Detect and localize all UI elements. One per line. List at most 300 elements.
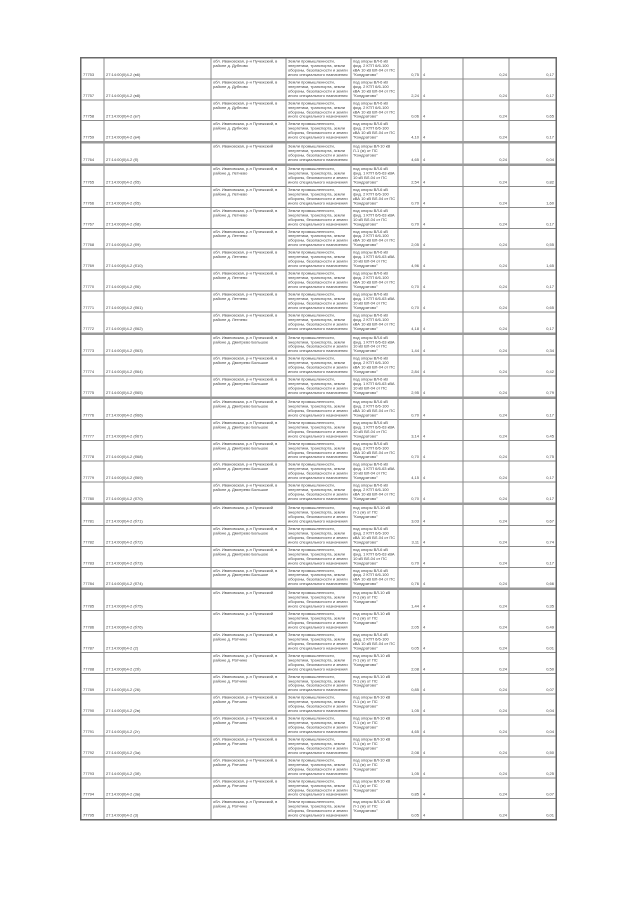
cell-cost-value: 0,04 (546, 157, 554, 163)
cell-location: обл. Ивановская, р-н Пучежский, в районе д. Дмитрево Большое (212, 568, 287, 588)
cell-code-value: 4 (422, 653, 464, 673)
cell-code-value: 4 (422, 377, 464, 397)
land-parcel-table (80, 57, 557, 821)
cell-location: обл. Ивановская, р-н Пучежский, в районе д. Летнево (212, 291, 287, 311)
cell-cost-value: 0,04 (546, 729, 554, 735)
cell-land-category: Земли промышленности, энергетики, транспорта, земли обороны, безопасности и земли иного специального назначения (287, 229, 352, 249)
cell-land-category: Земли промышленности, энергетики, транспорта, земли обороны, безопасности и земли иного специального назначения (287, 547, 352, 567)
cell-code-value: 4 (422, 59, 464, 79)
cell-area-value: 1,44 (399, 335, 422, 355)
cell-location: обл. Ивановская, р-н Пучежский, в районе д. Летнево (212, 250, 287, 270)
cell-area-value: 2,08 (399, 653, 422, 673)
cell-cadastral-number: 27:14:00(0)4-2 (в8) (105, 79, 212, 99)
cell-rate-value: 0,24 (464, 377, 510, 397)
cell-cost-value: 0,45 (546, 433, 554, 439)
table-row (82, 187, 556, 208)
cell-permitted-use: под опоры ВЛ-6 кВ фид. 2 КТП 6/6-100 кВА 10 кВ ВЛ-04 от ПС "Кондратово" (352, 483, 399, 503)
cell-row-id: 77785 (82, 590, 105, 610)
cell-rate-value: 0,24 (464, 166, 510, 186)
cell-land-category: Земли промышленности, энергетики, транспорта, земли обороны, безопасности и земли иного специального назначения (287, 674, 352, 694)
cell-permitted-use: под опоры ВЛ-10 кВ Л-1 (м) от ПС "Кондратово" (352, 695, 399, 715)
cell-cost-value: 0,07 (546, 792, 554, 797)
cell-code-value: 4 (422, 441, 464, 461)
cell-cadastral-number: 27:14:00(0)4-2 (26) (105, 674, 212, 694)
cell-rate-value: 0,24 (464, 79, 510, 99)
cell-row-id: 77794 (82, 778, 105, 798)
cell-rate-value: 0,24 (464, 250, 510, 270)
cell-permitted-use: под опоры ВЛ-6 кВ фид. 1 КТП 6/6-63 кВА 10 кВ ВЛ-04 от ПС "Кондратово" (352, 250, 399, 270)
table-row (82, 229, 556, 250)
table-row (82, 59, 556, 80)
cell-permitted-use: под опоры ВЛ-6 кВ фид. 2 КТП 6/6-100 кВА 10 кВ ВЛ-04 от ПС "Кондратово" (352, 229, 399, 249)
cell-permitted-use: под опоры ВЛ-6 кВ фид. 1 КТП 6/6-63 кВА 10 кВ ВЛ-04 от ПС "Кондратово" (352, 291, 399, 311)
cell-land-category: Земли промышленности, энергетики, транспорта, земли обороны, безопасности и земли иного специального назначения (287, 526, 352, 546)
cell-row-id: 77772 (82, 312, 105, 332)
cell-land-category: Земли промышленности, энергетики, транспорта, земли обороны, безопасности и земли иного специального назначения (287, 59, 352, 79)
cell-area-value: 0,70 (399, 271, 422, 291)
table-row (82, 778, 556, 799)
cell-cadastral-number: 27:14:00(0)4-2 (б66) (105, 399, 212, 419)
cell-rate-value: 0,24 (464, 674, 510, 694)
cell-permitted-use: под опоры ВЛ-6 кВ фид. 2 КТП 6/6-100 кВА 10 кВ ВЛ-04 от ПС "Кондратово" (352, 100, 399, 120)
cell-location: обл. Ивановская, р-н Пучежский, в районе д. Дмитрево Большое (212, 399, 287, 419)
cell-cost-value: 0,01 (546, 645, 554, 651)
cell-code-value: 4 (422, 399, 464, 419)
cell-cadastral-number: 27:14:00(0)4-2 (2) (105, 632, 212, 652)
cell-permitted-use: под опоры ВЛ-6 кВ фид. 2 КТП 6/6-100 кВА 10 кВ ВЛ-04 от ПС "Кондратово" (352, 121, 399, 141)
cell-land-category: Земли промышленности, энергетики, транспорта, земли обороны, безопасности и земли иного специального назначения (287, 611, 352, 631)
cell-land-category: Земли промышленности, энергетики, транспорта, земли обороны, безопасности и земли иного специального назначения (287, 653, 352, 673)
cell-code-value: 4 (422, 695, 464, 715)
table-row (82, 312, 556, 334)
cell-rate-value: 0,24 (464, 611, 510, 631)
cell-permitted-use: под опоры ВЛ-6 кВ фид. 1 КТП 6/6-63 кВА 10 кВ ВЛ-04 от ПС "Кондратово" (352, 420, 399, 440)
cell-permitted-use: под опоры ВЛ-6 кВ фид. 2 КТП 6/6-100 кВА 10 кВ ВЛ-04 от ПС "Кондратово" (352, 441, 399, 461)
cell-cadastral-number: 27:14:00(0)4-2 (3б) (105, 757, 212, 777)
table-row (82, 526, 556, 547)
cell-cadastral-number: 27:14:00(0)4-2 (б75) (105, 590, 212, 610)
cell-row-id: 77780 (82, 483, 105, 503)
table-row (82, 695, 556, 716)
cell-location: обл. Ивановская, р-н Пучежский, в районе д. Ратчино (212, 653, 287, 673)
cell-rate-value: 0,24 (464, 335, 510, 355)
cell-land-category: Земли промышленности, энергетики, транспорта, земли обороны, безопасности и земли иного специального назначения (287, 271, 352, 291)
cell-row-id: 77787 (82, 632, 105, 652)
cell-cost-value: 0,65 (546, 114, 554, 119)
cell-area-value: 0,70 (399, 547, 422, 567)
cell-location: обл. Ивановская, р-н Пучежский, в районе д. Ратчино (212, 737, 287, 757)
cell-permitted-use: под опоры ВЛ-6 кВ фид. 2 КТП 6/6-100 кВА 10 кВ ВЛ-04 от ПС "Кондратово" (352, 312, 399, 332)
cell-code-value: 4 (422, 356, 464, 376)
cell-cost-value: 0,49 (546, 624, 554, 630)
cell-area-value: 2,05 (399, 229, 422, 249)
cell-area-value: 0,70 (399, 483, 422, 503)
cell-location: обл. Ивановская, р-н Пучежский, в районе д. Дмитрево Большое (212, 526, 287, 546)
cell-cost-value: 0,17 (546, 135, 554, 140)
cell-permitted-use: под опоры ВЛ-10 кВ Л-1 (м) от ПС "Кондратово" (352, 653, 399, 673)
cell-cost-value: 1,60 (546, 200, 554, 206)
cell-code-value: 4 (422, 79, 464, 99)
cell-cost-value: 0,55 (546, 242, 554, 248)
table-row (82, 291, 556, 312)
cell-location: обл. Ивановская, р-н Пучежский, в районе д. Дмитрево Большое (212, 547, 287, 567)
cell-land-category: Земли промышленности, энергетики, транспорта, земли обороны, безопасности и земли иного специального назначения (287, 590, 352, 610)
cell-land-category: Земли промышленности, энергетики, транспорта, земли обороны, безопасности и земли иного специального назначения (287, 462, 352, 482)
cell-cadastral-number: 27:14:00(0)4-2 (б61) (105, 291, 212, 311)
cell-cadastral-number: 27:14:00(0)4-2 (2г) (105, 716, 212, 736)
cell-location: обл. Ивановская, р-н Пучежский, в районе д. Ратчино (212, 799, 287, 819)
cell-row-id: 77779 (82, 462, 105, 482)
cell-rate-value: 0,24 (464, 462, 510, 482)
cell-rate-value: 0,24 (464, 441, 510, 461)
cell-rate-value: 0,24 (464, 271, 510, 291)
cell-row-id: 77753 (82, 59, 105, 79)
cell-permitted-use: под опоры ВЛ-10 кВ Л-1 (м) от ПС "Кондратово" (352, 611, 399, 631)
cell-row-id: 77776 (82, 399, 105, 419)
cell-cadastral-number: 27:14:00(0)4-2 (б67) (105, 420, 212, 440)
table-row (82, 799, 556, 819)
cell-cost-value: 0,17 (546, 284, 554, 289)
cell-area-value: 0,70 (399, 441, 422, 461)
cell-permitted-use: под опоры ВЛ-6 кВ фид. 2 КТП 6/6-100 кВА 10 кВ ВЛ-04 от ПС "Кондратово" (352, 632, 399, 652)
cell-row-id: 77792 (82, 737, 105, 757)
cell-area-value: 1,05 (399, 757, 422, 777)
cell-code-value: 4 (422, 547, 464, 567)
cell-rate-value: 0,24 (464, 420, 510, 440)
cell-row-id: 77791 (82, 716, 105, 736)
cell-location: обл. Ивановская, р-н Пучежский, в районе д. Дубново (212, 100, 287, 120)
cell-cost-value: 0,01 (546, 813, 554, 818)
cell-rate-value: 0,24 (464, 208, 510, 228)
cell-cost-value: 0,79 (546, 390, 554, 396)
cell-cost-value: 0,04 (546, 708, 554, 714)
cell-code-value: 4 (422, 271, 464, 291)
cell-code-value: 4 (422, 187, 464, 207)
table-row (82, 653, 556, 674)
cell-permitted-use: под опоры ВЛ-10 кВ Л-1 (м) от ПС "Кондратово" (352, 757, 399, 777)
cell-cadastral-number: 27:14:00(0)4-2 (б) (105, 144, 212, 164)
cell-land-category: Земли промышленности, энергетики, транспорта, земли обороны, безопасности и земли иного специального назначения (287, 737, 352, 757)
cell-permitted-use: под опоры ВЛ-6 кВ фид. 2 КТП 6/6-100 кВА 10 кВ ВЛ-04 от ПС "Кондратово" (352, 526, 399, 546)
cell-row-id: 77777 (82, 420, 105, 440)
cell-cost-value: 0,34 (546, 348, 554, 354)
cell-cost-value: 0,50 (546, 666, 554, 672)
cell-permitted-use: под опоры ВЛ-6 кВ фид. 2 КТП 6/6-100 кВА 10 кВ ВЛ-04 от ПС "Кондратово" (352, 79, 399, 99)
cell-code-value: 4 (422, 674, 464, 694)
table-row (82, 716, 556, 737)
cell-rate-value: 0,24 (464, 100, 510, 120)
cell-cadastral-number: 27:14:00(0)4-2 (б62) (105, 312, 212, 332)
cell-rate-value: 0,24 (464, 632, 510, 652)
cell-cadastral-number: 27:14:00(0)4-2 (в7) (105, 100, 212, 120)
cell-land-category: Земли промышленности, энергетики, транспорта, земли обороны, безопасности и земли иного специального назначения (287, 100, 352, 120)
cell-land-category: Земли промышленности, энергетики, транспорта, земли обороны, безопасности и земли иного специального назначения (287, 420, 352, 440)
cell-cadastral-number: 27:14:00(0)4-2 (2в) (105, 695, 212, 715)
cell-cost-value: 0,07 (546, 687, 554, 693)
cell-row-id: 77758 (82, 100, 105, 120)
cell-permitted-use: под опоры ВЛ-10 кВ Л-1 (м) от ПС "Кондратово" (352, 144, 399, 164)
cell-row-id: 77790 (82, 695, 105, 715)
cell-row-id: 77770 (82, 271, 105, 291)
cell-cadastral-number: 27:14:00(0)4-2 (3в) (105, 778, 212, 798)
cell-area-value: 3,03 (399, 505, 422, 525)
cell-row-id: 77784 (82, 568, 105, 588)
cell-code-value: 4 (422, 778, 464, 798)
cell-cadastral-number: 27:14:00(0)4-2 (б69) (105, 462, 212, 482)
cell-location: обл. Ивановская, р-н Пучежский, в районе д. Ратчино (212, 674, 287, 694)
cell-cost-value: 0,17 (546, 412, 554, 418)
cell-location: обл. Ивановская, р-н Пучежский, в районе д. Летнево (212, 271, 287, 291)
table-row (82, 737, 556, 758)
cell-area-value: 0,70 (399, 187, 422, 207)
cell-area-value: 2,84 (399, 356, 422, 376)
table-row (82, 399, 556, 420)
cell-permitted-use: под опоры ВЛ-6 кВ фид. 1 КТП 6/6-63 кВА 10 кВ ВЛ-04 от ПС "Кондратово" (352, 208, 399, 228)
cell-code-value: 4 (422, 590, 464, 610)
table-row (82, 611, 556, 632)
cell-area-value: 2,05 (399, 611, 422, 631)
cell-code-value: 4 (422, 568, 464, 588)
cell-row-id: 77757 (82, 79, 105, 99)
cell-permitted-use: под опоры ВЛ-6 кВ фид. 1 КТП 6/6-63 кВА 10 кВ ВЛ-04 от ПС "Кондратово" (352, 547, 399, 567)
table-row (82, 505, 556, 526)
cell-rate-value: 0,24 (464, 312, 510, 332)
cell-rate-value: 0,24 (464, 144, 510, 164)
cell-location: обл. Ивановская, р-н Пучежский, в районе д. Дмитрево Большое (212, 335, 287, 355)
cell-area-value: 4,10 (399, 121, 422, 141)
cell-permitted-use: под опоры ВЛ-10 кВ Л-1 (м) от ПС "Кондратово" (352, 799, 399, 819)
cell-area-value: 2,54 (399, 166, 422, 186)
cell-land-category: Земли промышленности, энергетики, транспорта, земли обороны, безопасности и земли иного специального назначения (287, 757, 352, 777)
cell-permitted-use: под опоры ВЛ-6 кВ фид. 1 КТП 6/6-63 кВА 10 кВ ВЛ-04 от ПС "Кондратово" (352, 462, 399, 482)
cell-land-category: Земли промышленности, энергетики, транспорта, земли обороны, безопасности и земли иного специального назначения (287, 799, 352, 819)
cell-rate-value: 0,24 (464, 716, 510, 736)
cell-code-value: 4 (422, 462, 464, 482)
cell-land-category: Земли промышленности, энергетики, транспорта, земли обороны, безопасности и земли иного специального назначения (287, 187, 352, 207)
cell-cadastral-number: 27:14:00(0)4-2 (3а) (105, 737, 212, 757)
cell-location: обл. Ивановская, р-н Пучежский, в районе д. Ратчино (212, 716, 287, 736)
cell-location: обл. Ивановская, р-н Пучежский, в районе д. Дмитрево Большое (212, 377, 287, 397)
cell-cost-value: 0,17 (546, 72, 554, 77)
cell-land-category: Земли промышленности, энергетики, транспорта, земли обороны, безопасности и земли иного специального назначения (287, 208, 352, 228)
table-row (82, 100, 556, 121)
cell-code-value: 4 (422, 737, 464, 757)
cell-code-value: 4 (422, 799, 464, 819)
cell-location: обл. Ивановская, р-н Пучежский, в районе д. Летнево (212, 187, 287, 207)
cell-cadastral-number: 27:14:00(0)4-2 (б5) (105, 166, 212, 186)
cell-area-value: 0,70 (399, 291, 422, 311)
table-row (82, 420, 556, 441)
cell-rate-value: 0,24 (464, 187, 510, 207)
cell-cadastral-number: 27:14:00(0)4-2 (б71) (105, 505, 212, 525)
table-row (82, 462, 556, 483)
cell-location: обл. Ивановская, р-н Пучежский, в районе д. Ратчино (212, 632, 287, 652)
cell-rate-value: 0,24 (464, 526, 510, 546)
cell-permitted-use: под опоры ВЛ-10 кВ Л-1 (м) от ПС "Кондратово" (352, 674, 399, 694)
cell-permitted-use: под опоры ВЛ-6 кВ фид. 2 КТП 6/6-100 кВА 10 кВ ВЛ-04 от ПС "Кондратово" (352, 187, 399, 207)
cell-land-category: Земли промышленности, энергетики, транспорта, земли обороны, безопасности и земли иного специального назначения (287, 441, 352, 461)
cell-code-value: 4 (422, 291, 464, 311)
cell-area-value: 4,96 (399, 250, 422, 270)
cell-permitted-use: под опоры ВЛ-10 кВ Л-1 (м) от ПС "Кондратово" (352, 590, 399, 610)
cell-permitted-use: под опоры ВЛ-6 кВ фид. 2 КТП 6/6-100 кВА 10 кВ ВЛ-04 от ПС "Кондратово" (352, 271, 399, 291)
cell-permitted-use: под опоры ВЛ-6 кВ фид. 2 КТП 6/6-100 кВА 10 кВ ВЛ-04 от ПС "Кондратово" (352, 568, 399, 588)
cell-permitted-use: под опоры ВЛ-6 кВ фид. 2 КТП 6/6-100 кВА 10 кВ ВЛ-04 от ПС "Кондратово" (352, 356, 399, 376)
cell-location: обл. Ивановская, р-н Пучежский, в районе д. Летнево (212, 166, 287, 186)
table-row (82, 674, 556, 695)
cell-cost-value: 0,17 (546, 496, 554, 502)
cell-land-category: Земли промышленности, энергетики, транспорта, земли обороны, безопасности и земли иного специального назначения (287, 483, 352, 503)
cell-cost-value: 0,65 (546, 305, 554, 310)
cell-cadastral-number: 27:14:00(0)4-2 (б76) (105, 611, 212, 631)
cell-land-category: Земли промышленности, энергетики, транспорта, земли обороны, безопасности и земли иного специального назначения (287, 79, 352, 99)
cell-land-category: Земли промышленности, энергетики, транспорта, земли обороны, безопасности и земли иного специального назначения (287, 250, 352, 270)
cell-cadastral-number: 27:14:00(0)4-2 (б73) (105, 547, 212, 567)
cell-code-value: 4 (422, 100, 464, 120)
cell-rate-value: 0,24 (464, 121, 510, 141)
cell-area-value: 0,76 (399, 568, 422, 588)
cell-rate-value: 0,24 (464, 590, 510, 610)
cell-rate-value: 0,24 (464, 399, 510, 419)
cell-row-id: 77769 (82, 250, 105, 270)
cell-code-value: 4 (422, 632, 464, 652)
cell-area-value: 3,11 (399, 526, 422, 546)
cell-cadastral-number: 27:14:00(0)4-2 (2б) (105, 653, 212, 673)
table-row (82, 144, 556, 166)
cell-row-id: 77782 (82, 526, 105, 546)
cell-row-id: 77788 (82, 653, 105, 673)
table-row (82, 377, 556, 399)
table-row (82, 271, 556, 292)
cell-cadastral-number: 27:14:00(0)4-2 (б74) (105, 568, 212, 588)
cell-cost-value: 0,17 (546, 326, 554, 331)
cell-rate-value: 0,24 (464, 778, 510, 798)
cell-cadastral-number: 27:14:00(0)4-2 (б10) (105, 250, 212, 270)
cell-rate-value: 0,24 (464, 483, 510, 503)
cell-row-id: 77765 (82, 166, 105, 186)
cell-cadastral-number: 27:14:00(0)4-2 (б63) (105, 335, 212, 355)
cell-area-value: 4,15 (399, 462, 422, 482)
cell-location: обл. Ивановская, р-н Пучежский, в районе д. Дмитрево Большое (212, 441, 287, 461)
cell-cost-value: 0,17 (546, 475, 554, 481)
cell-rate-value: 0,24 (464, 291, 510, 311)
table-row (82, 483, 556, 505)
cell-area-value: 0,75 (399, 59, 422, 79)
cell-cost-value: 0,17 (546, 221, 554, 227)
cell-code-value: 4 (422, 208, 464, 228)
cell-location: обл. Ивановская, р-н Пучежский, в районе д. Дубново (212, 79, 287, 99)
cell-cost-value: 0,17 (546, 560, 554, 566)
cell-land-category: Земли промышленности, энергетики, транспорта, земли обороны, безопасности и земли иного специального назначения (287, 377, 352, 397)
cell-rate-value: 0,24 (464, 695, 510, 715)
cell-cadastral-number: 27:14:00(0)4-2 (б64) (105, 356, 212, 376)
cell-location: обл. Ивановская, р-н Пучежский (212, 611, 287, 631)
cell-land-category: Земли промышленности, энергетики, транспорта, земли обороны, безопасности и земли иного специального назначения (287, 399, 352, 419)
cell-code-value: 4 (422, 229, 464, 249)
cell-code-value: 4 (422, 505, 464, 525)
cell-area-value: 0,05 (399, 799, 422, 819)
cell-cadastral-number: 27:14:00(0)4-2 (3) (105, 799, 212, 819)
cell-cadastral-number: 27:14:00(0)4-2 (б9) (105, 229, 212, 249)
cell-land-category: Земли промышленности, энергетики, транспорта, земли обороны, безопасности и земли иного специального назначения (287, 356, 352, 376)
cell-row-id: 77774 (82, 356, 105, 376)
cell-location: обл. Ивановская, р-н Пучежский, в районе д. Ратчино (212, 695, 287, 715)
cell-code-value: 4 (422, 757, 464, 777)
cell-area-value: 0,05 (399, 632, 422, 652)
cell-location: обл. Ивановская, р-н Пучежский, в районе д. Дмитрево Большое (212, 462, 287, 482)
cell-cost-value: 0,25 (546, 771, 554, 776)
table-row (82, 121, 556, 143)
table-row (82, 590, 556, 611)
table-row (82, 632, 556, 653)
cell-area-value: 3,14 (399, 420, 422, 440)
cell-area-value: 0,85 (399, 778, 422, 798)
cell-land-category: Земли промышленности, энергетики, транспорта, земли обороны, безопасности и земли иного специального назначения (287, 716, 352, 736)
cell-permitted-use: под опоры ВЛ-6 кВ фид. 2 КТП 6/6-100 кВА 10 кВ ВЛ-04 от ПС "Кондратово" (352, 59, 399, 79)
cell-land-category: Земли промышленности, энергетики, транспорта, земли обороны, безопасности и земли иного специального назначения (287, 291, 352, 311)
cell-row-id: 77764 (82, 144, 105, 164)
cell-code-value: 4 (422, 526, 464, 546)
cell-cost-value: 0,50 (546, 750, 554, 755)
cell-cost-value: 0,35 (546, 604, 554, 609)
cell-code-value: 4 (422, 716, 464, 736)
cell-code-value: 4 (422, 250, 464, 270)
cell-row-id: 77775 (82, 377, 105, 397)
cell-code-value: 4 (422, 166, 464, 186)
cell-location: обл. Ивановская, р-н Пучежский, в районе д. Дмитрево Большое (212, 420, 287, 440)
cell-cost-value: 0,42 (546, 369, 554, 375)
cell-area-value: 2,08 (399, 737, 422, 757)
cell-location: обл. Ивановская, р-н Пучежский, в районе д. Летнево (212, 312, 287, 332)
cell-location: обл. Ивановская, р-н Пучежский, в районе д. Ратчино (212, 778, 287, 798)
table-row (82, 79, 556, 100)
cell-permitted-use: под опоры ВЛ-6 кВ фид. 2 КТП 6/6-100 кВА 10 кВ ВЛ-04 от ПС "Кондратово" (352, 399, 399, 419)
cell-area-value: 4,65 (399, 716, 422, 736)
cell-land-category: Земли промышленности, энергетики, транспорта, земли обороны, безопасности и земли иного специального назначения (287, 335, 352, 355)
cell-cost-value: 0,75 (546, 454, 554, 460)
cell-land-category: Земли промышленности, энергетики, транспорта, земли обороны, безопасности и земли иного специального назначения (287, 144, 352, 164)
cell-cadastral-number: 27:14:00(0)4-2 (в4) (105, 121, 212, 141)
cell-land-category: Земли промышленности, энергетики, транспорта, земли обороны, безопасности и земли иного специального назначения (287, 778, 352, 798)
cell-row-id: 77767 (82, 208, 105, 228)
cell-location: обл. Ивановская, р-н Пучежский, в районе д. Летнево (212, 208, 287, 228)
cell-area-value: 1,05 (399, 695, 422, 715)
cell-land-category: Земли промышленности, энергетики, транспорта, земли обороны, безопасности и земли иного специального назначения (287, 568, 352, 588)
cell-area-value: 4,18 (399, 312, 422, 332)
cell-location: обл. Ивановская, р-н Пучежский (212, 590, 287, 610)
cell-area-value: 0,70 (399, 399, 422, 419)
cell-row-id: 77786 (82, 611, 105, 631)
cell-land-category: Земли промышленности, энергетики, транспорта, земли обороны, безопасности и земли иного специального назначения (287, 632, 352, 652)
cell-row-id: 77789 (82, 674, 105, 694)
cell-cadastral-number: 27:14:00(0)4-2 (б8) (105, 208, 212, 228)
cell-location: обл. Ивановская, р-н Пучежский, в районе д. Дмитрево Большое (212, 356, 287, 376)
cell-location: обл. Ивановская, р-н Пучежский (212, 505, 287, 525)
cell-permitted-use: под опоры ВЛ-10 кВ Л-1 (м) от ПС "Кондратово" (352, 737, 399, 757)
land-parcel-table-wrapper (80, 57, 557, 821)
cell-location: обл. Ивановская, р-н Пучежский, в районе д. Дмитрево Большое (212, 483, 287, 503)
cell-rate-value: 0,24 (464, 568, 510, 588)
cell-cadastral-number: 27:14:00(0)4-2 (б65) (105, 377, 212, 397)
cell-area-value: 0,06 (399, 100, 422, 120)
cell-rate-value: 0,24 (464, 356, 510, 376)
cell-rate-value: 0,24 (464, 547, 510, 567)
cell-row-id: 77781 (82, 505, 105, 525)
cell-row-id: 77793 (82, 757, 105, 777)
table-row (82, 208, 556, 229)
cell-permitted-use: под опоры ВЛ-10 кВ Л-1 (м) от ПС "Кондратово" (352, 716, 399, 736)
cell-cost-value: 0,66 (546, 581, 554, 587)
